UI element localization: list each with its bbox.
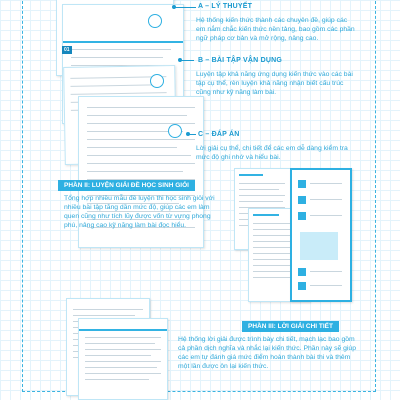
practice-heading: B – BÀI TẬP VẬN DỤNG xyxy=(198,57,282,64)
section-iii-text: Hệ thống lời giải được trình bày chi tiết, mạch lạc bao gồm cả phần dịch nghĩa và nhắc lại kiến thức. Phần này sẽ giúp các em tự đánh giá mức điểm hoàn thành bài thi và thêm một lần được ôn lại kiến thức. xyxy=(178,336,356,370)
section-iii-label: PHẦN III: LỜI GIẢI CHI TIẾT xyxy=(242,321,339,332)
section-marker-icon xyxy=(148,14,162,28)
section-ii-label: PHẦN II: LUYỆN GIẢI ĐỀ HỌC SINH GIỎI xyxy=(58,180,195,191)
answer-heading: C – ĐÁP ÁN xyxy=(198,131,240,138)
page-number-badge: 01 xyxy=(64,47,70,53)
section-ii-text: Tổng hợp nhiều mẫu đề luyện thi học sinh giỏi với nhiều bài tập tăng dần mức độ, giúp các em làm quen cũng như tích lũy được vốn từ vựng phong phú, nâng cao kỹ năng làm bài đọc hiểu. xyxy=(64,195,215,229)
solution-page-2 xyxy=(78,318,168,400)
answer-marker-icon xyxy=(168,124,182,138)
answer-text: Lời giải cụ thể, chi tiết để các em dễ dàng kiểm tra mức độ ghi nhớ và hiểu bài. xyxy=(196,145,348,161)
theory-heading: A – LÝ THUYẾT xyxy=(198,3,253,10)
pointer-line xyxy=(180,60,194,61)
pointer-line xyxy=(174,7,196,8)
answer-marker-icon xyxy=(150,74,164,88)
exam-page-blue xyxy=(290,168,352,302)
pointer-line xyxy=(188,134,196,135)
theory-text: Hệ thống kiến thức thành các chuyên đề, giúp các em nắm chắc kiến thức nền tảng, bao gồm các phần ngữ pháp cơ bản và mở rộng, nâng cao. xyxy=(196,17,355,42)
practice-text: Luyện tập khả năng ứng dụng kiến thức vào các bài tập cụ thể, rèn luyện khả năng nhận biết cấu trúc cũng như kỹ năng làm bài. xyxy=(196,71,353,96)
